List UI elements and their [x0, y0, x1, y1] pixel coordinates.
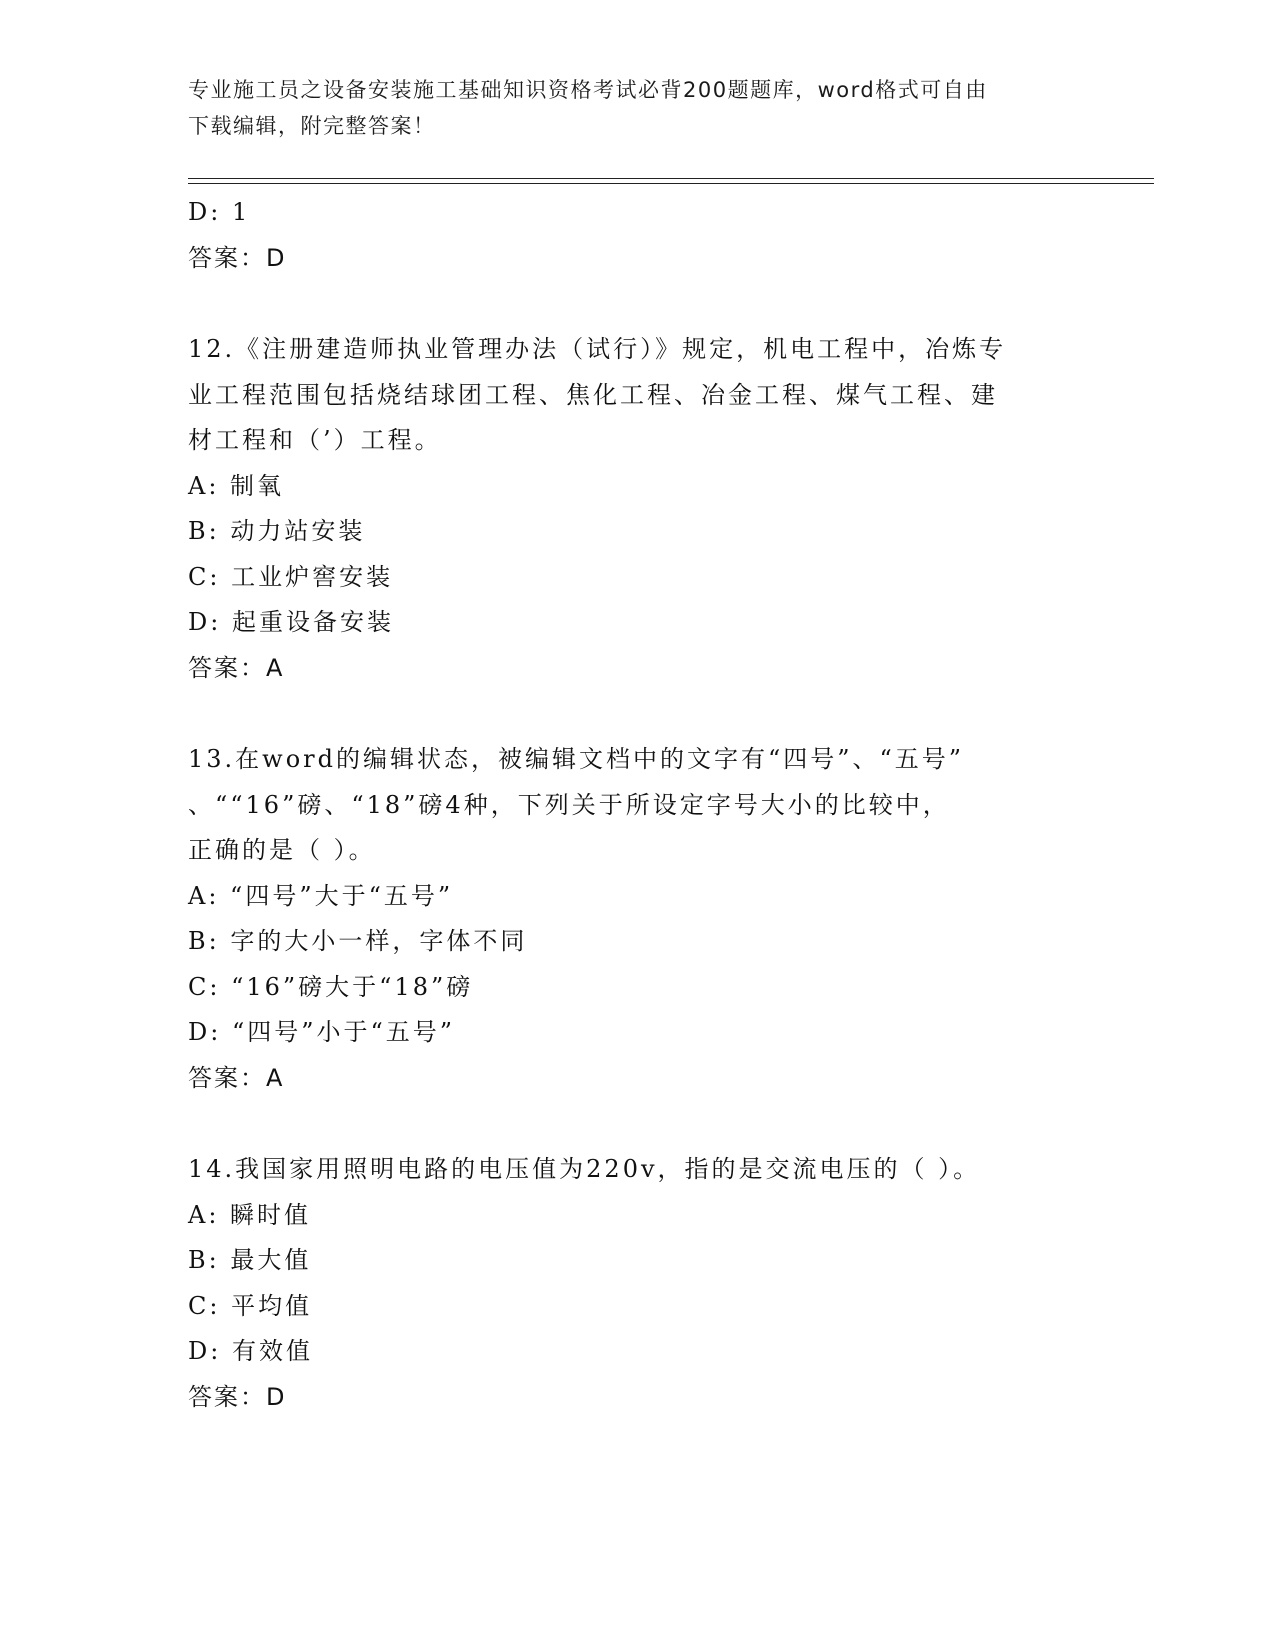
document-header: [188, 72, 1068, 144]
question-13: [188, 737, 1088, 1101]
answer-line: 答案：D: [188, 1382, 287, 1411]
header-rule-bottom: [188, 183, 1154, 184]
option-d: D: 1: [188, 198, 251, 226]
option-c: C: 工业炉窖安装: [188, 562, 394, 591]
option-d: D: 有效值: [188, 1337, 313, 1365]
option-b: B: 最大值: [188, 1246, 312, 1274]
option-a: A: 瞬时值: [188, 1200, 312, 1229]
document-body: [188, 190, 1088, 1420]
option-b: B: 字的大小一样，字体不同: [188, 927, 528, 955]
option-b: B: 动力站安装: [188, 517, 366, 545]
question-stem-line: 14.我国家用照明电路的电压值为220v，指的是交流电压的（ ）。: [188, 1155, 981, 1183]
option-d: D: “四号”小于“五号”: [188, 1018, 456, 1046]
question-14: [188, 1147, 1088, 1420]
question-stem-line: 12.《注册建造师执业管理办法（试行）》规定，机电工程中，冶炼专: [188, 335, 1007, 363]
header-line-2: 下载编辑，附完整答案！: [188, 114, 436, 138]
answer-line: 答案：D: [188, 243, 287, 272]
option-c: C: 平均值: [188, 1291, 313, 1320]
option-a: A: “四号”大于“五号”: [188, 881, 454, 910]
prev-question-tail: [188, 190, 1088, 281]
header-rule-top: [188, 178, 1154, 179]
question-12: [188, 327, 1088, 691]
question-stem-line: 业工程范围包括烧结球团工程、焦化工程、冶金工程、煤气工程、建: [188, 380, 998, 409]
option-d: D: 起重设备安装: [188, 608, 394, 636]
question-stem-line: 正确的是（ ）。: [188, 836, 376, 864]
question-stem-line: 、““16”磅、“18”磅4种，下列关于所设定字号大小的比较中，: [188, 790, 950, 819]
question-stem-line: 13.在word的编辑状态，被编辑文档中的文字有“四号”、“五号”: [188, 745, 965, 773]
answer-line: 答案：A: [188, 653, 285, 682]
option-c: C: “16”磅大于“18”磅: [188, 972, 474, 1001]
question-stem-line: 材工程和（’）工程。: [188, 426, 442, 454]
header-line-1: 专业施工员之设备安装施工基础知识资格考试必背200题题库，word格式可自由: [188, 78, 988, 102]
answer-line: 答案：A: [188, 1063, 285, 1092]
option-a: A: 制氧: [188, 471, 285, 500]
